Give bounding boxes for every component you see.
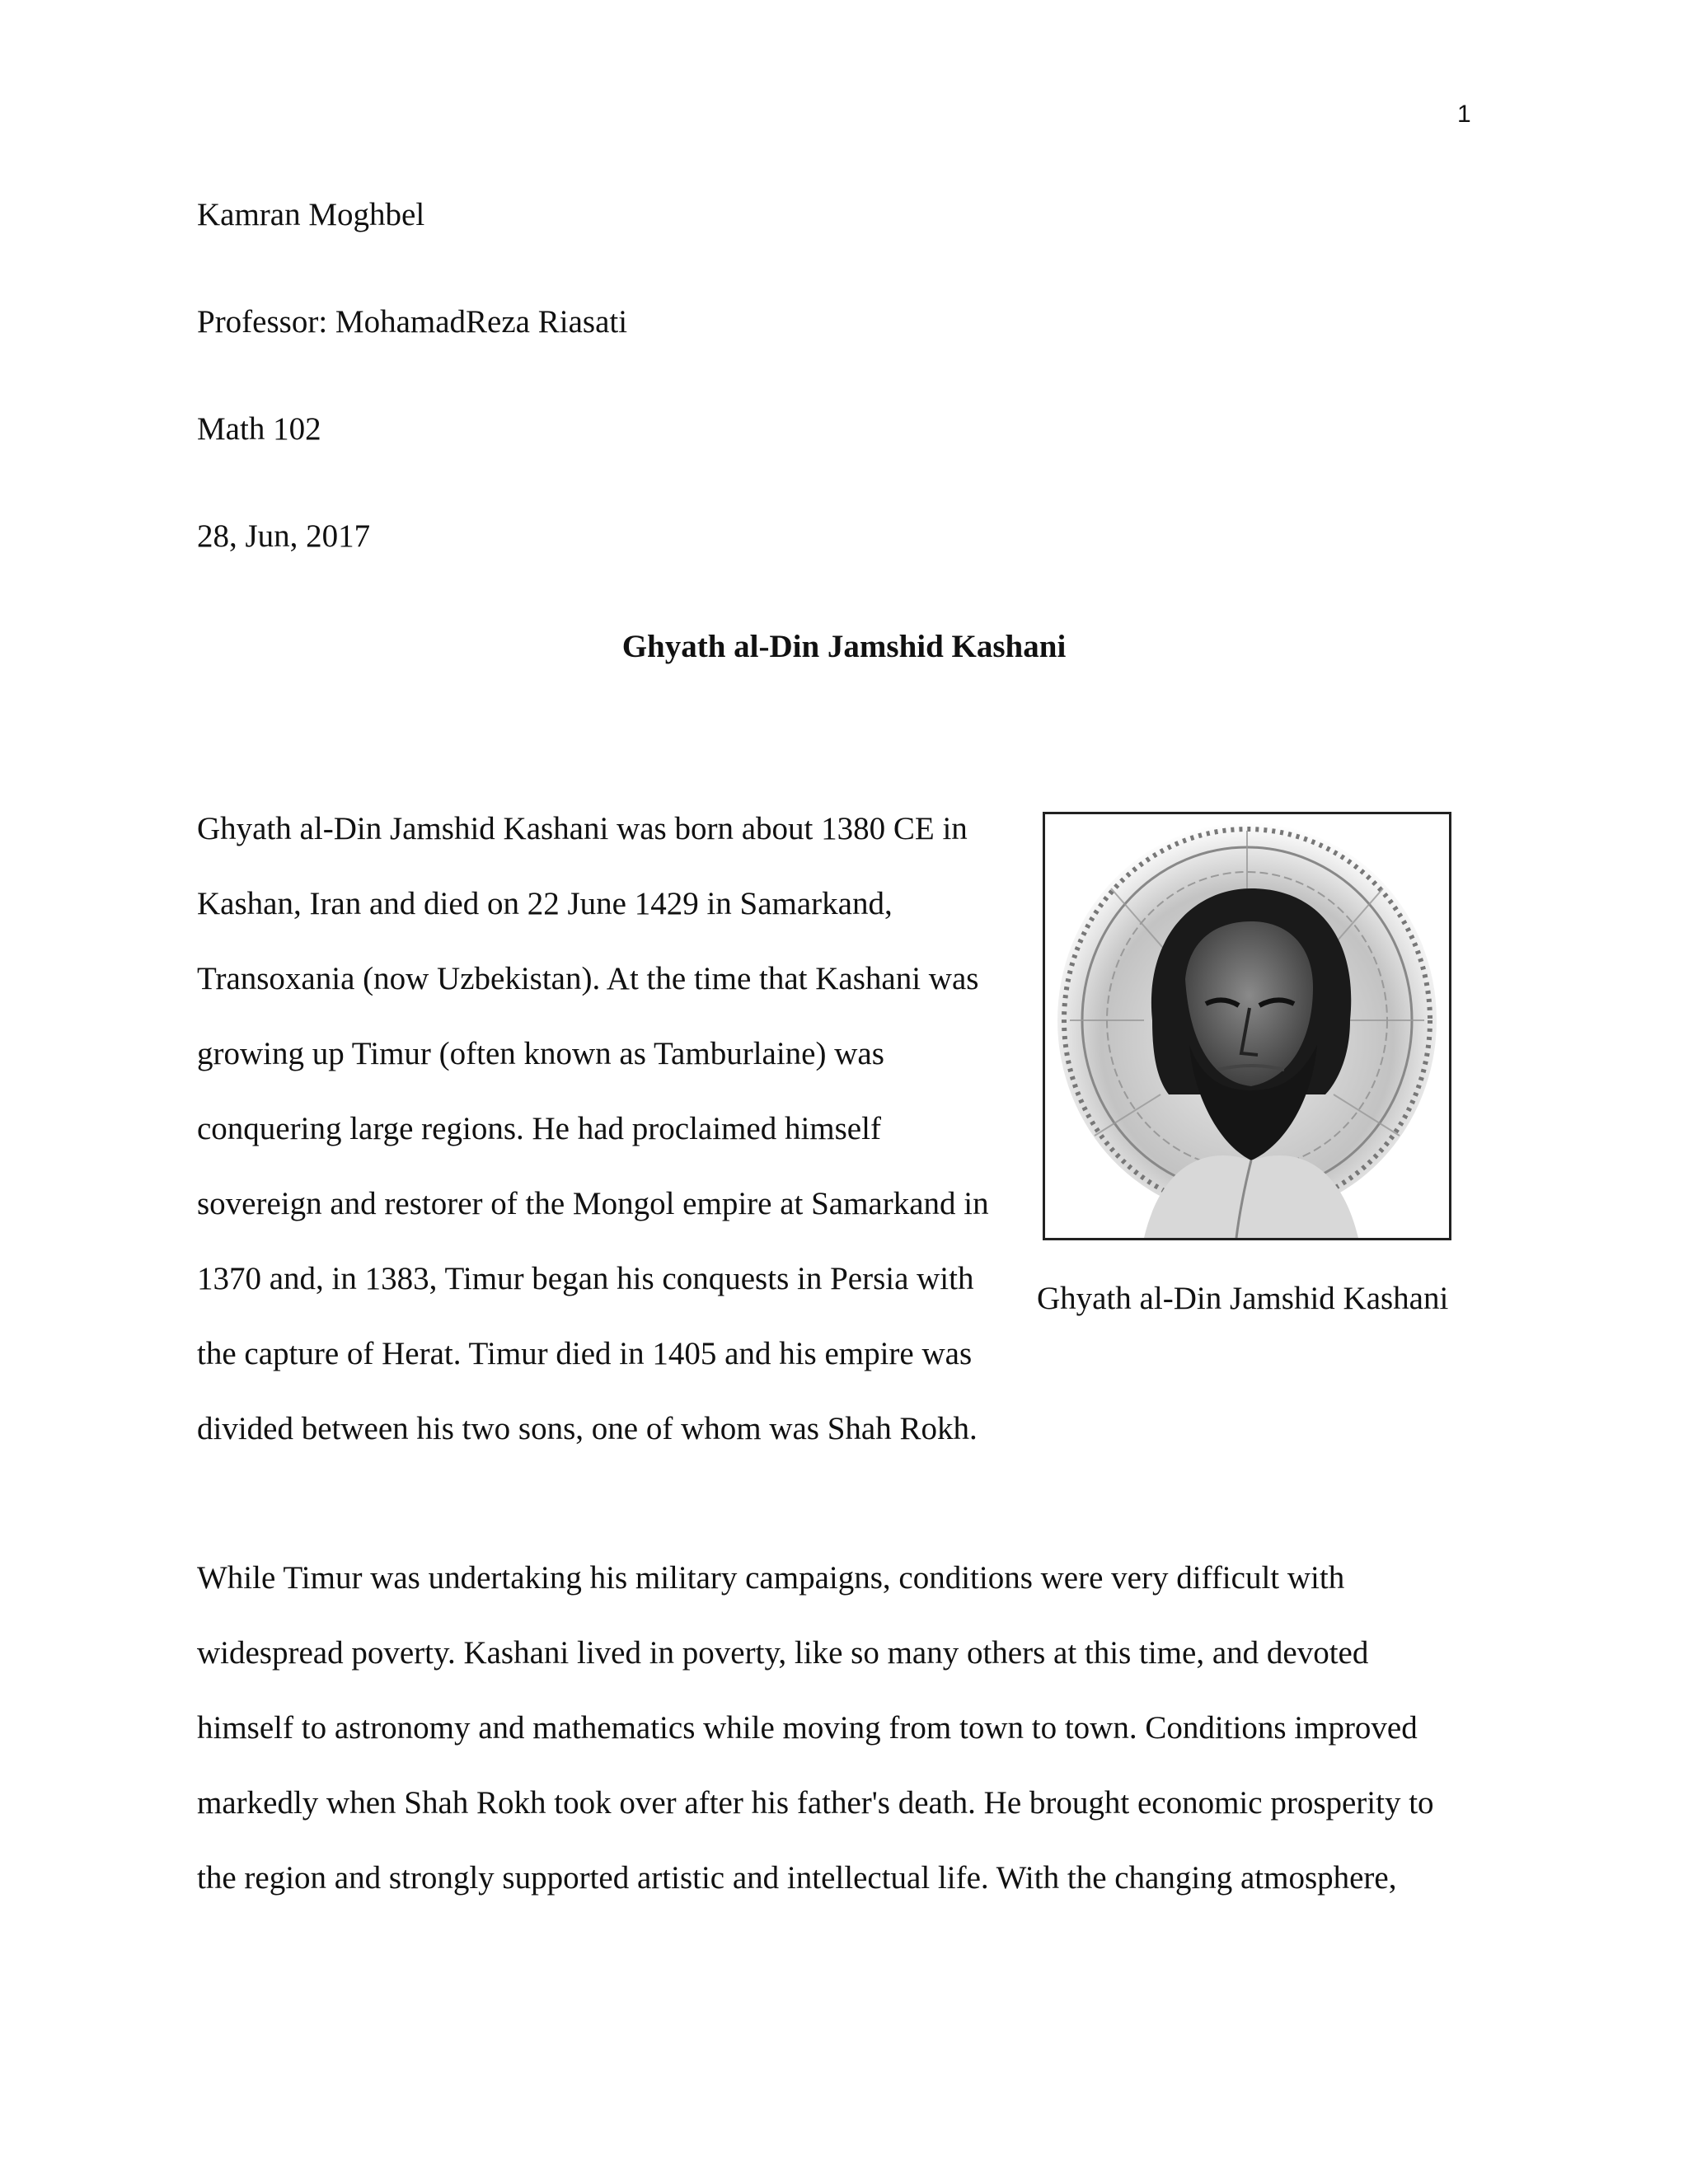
course-line: Math 102	[197, 411, 321, 447]
date-line: 28, Jun, 2017	[197, 518, 371, 554]
paragraph-line: growing up Timur (often known as Tamburlaine) was	[197, 1036, 884, 1071]
paragraph-line: the region and strongly supported artistic and intellectual life. With the changing atmosphere,	[197, 1860, 1397, 1896]
paragraph-line: 1370 and, in 1383, Timur began his conquests in Persia with	[197, 1261, 974, 1296]
paragraph-line: Ghyath al-Din Jamshid Kashani was born about 1380 CE in	[197, 811, 968, 846]
document-title: Ghyath al-Din Jamshid Kashani	[621, 629, 1067, 664]
page-number: 1	[1457, 101, 1471, 128]
author-name: Kamran Moghbel	[197, 197, 425, 232]
paragraph-line: divided between his two sons, one of whom was Shah Rokh.	[197, 1411, 978, 1446]
paragraph-line: conquering large regions. He had proclaimed himself	[197, 1111, 881, 1146]
paragraph-line: sovereign and restorer of the Mongol empire at Samarkand in	[197, 1186, 989, 1221]
portrait-icon	[1045, 814, 1449, 1238]
figure-caption: Ghyath al-Din Jamshid Kashani	[1037, 1281, 1449, 1316]
paragraph-line: widespread poverty. Kashani lived in poverty, like so many others at this time, and devoted	[197, 1635, 1369, 1671]
paragraph-line: Kashan, Iran and died on 22 June 1429 in Samarkand,	[197, 886, 893, 921]
paragraph-line: Transoxania (now Uzbekistan). At the time that Kashani was	[197, 961, 979, 996]
paragraph-line: the capture of Herat. Timur died in 1405 and his empire was	[197, 1336, 973, 1371]
paragraph-line: markedly when Shah Rokh took over after his father's death. He brought economic prosperity to	[197, 1785, 1434, 1821]
paragraph-line: himself to astronomy and mathematics while moving from town to town. Conditions improved	[197, 1710, 1418, 1746]
paragraph-line: While Timur was undertaking his military campaigns, conditions were very difficult with	[197, 1560, 1345, 1596]
portrait-image	[1043, 812, 1451, 1240]
professor-line: Professor: MohamadReza Riasati	[197, 304, 628, 340]
